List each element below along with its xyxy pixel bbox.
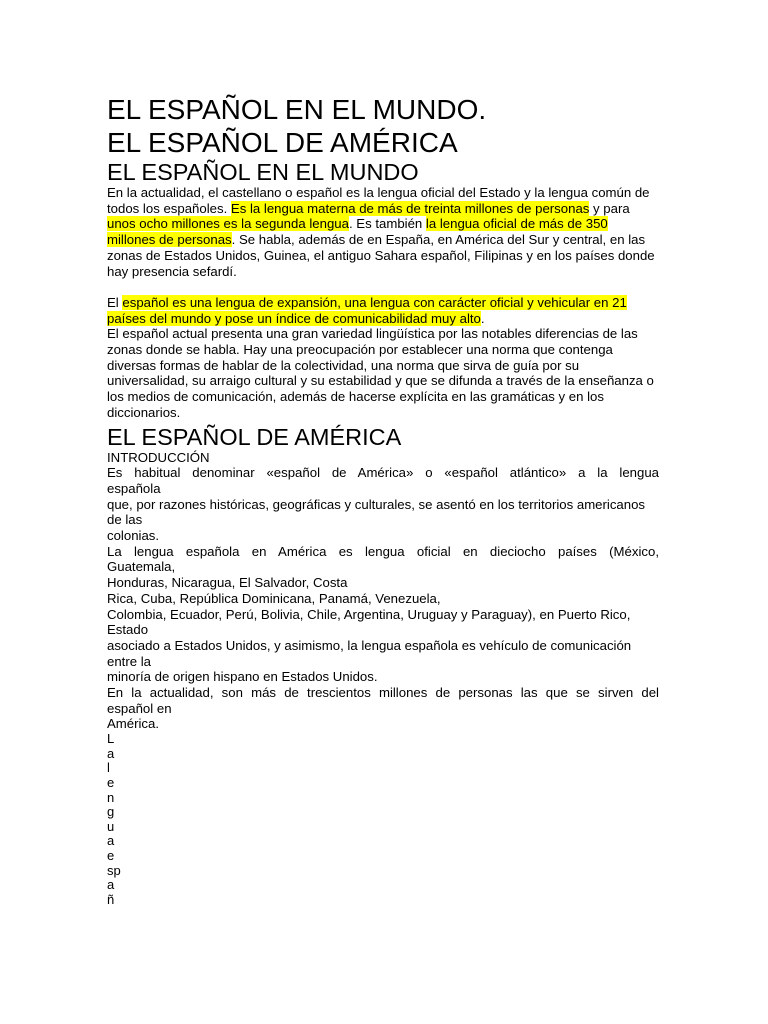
letter-line: ñ <box>107 891 115 907</box>
letter-line: g <box>107 804 115 820</box>
text-line: colonias. <box>107 528 160 544</box>
text-line: que, por razones históricas, geográficas y culturales, se asentó en los territorios americanos <box>107 496 646 512</box>
text-line: Honduras, Nicaragua, El Salvador, Costa <box>107 575 348 591</box>
highlighted-text: español es una lengua de expansión, una lengua con carácter oficial y vehicular en 21 países del mundo y pose un índice de comunicabilidad muy alto <box>107 294 627 326</box>
text-line: española <box>107 480 161 496</box>
highlighted-text: unos ocho millones es la segunda lengua <box>107 216 349 232</box>
text-line: asociado a Estados Unidos, y asimismo, la lengua española es vehículo de comunicación <box>107 637 632 653</box>
letter-line: e <box>107 847 115 863</box>
letter-line: a <box>107 745 115 761</box>
text-line: Rica, Cuba, República Dominicana, Panamá, Venezuela, <box>107 590 441 606</box>
text-line: entre la <box>107 653 151 669</box>
text-run: . Se habla, además de en España, en América del Sur y central, en las zonas de Estados Unidos, Guinea, el antiguo Sahara español, Filipinas y en los países donde hay presencia sefardí. <box>107 232 655 279</box>
text-line: La lengua española en América es lengua oficial en dieciocho países (México, <box>107 543 659 559</box>
letter-line: L <box>107 731 115 747</box>
document-title-line-1: EL ESPAÑOL EN EL MUNDO. <box>107 94 487 125</box>
text-line: América. <box>107 716 160 732</box>
america-text-block <box>107 450 659 733</box>
text-run: En la actualidad, el castellano o español es la lengua oficial del Estado y la lengua común de todos los españoles. <box>107 185 650 216</box>
letter-line: sp <box>107 862 121 878</box>
section-heading-mundo: EL ESPAÑOL EN EL MUNDO <box>107 159 419 185</box>
section-heading-america: EL ESPAÑOL DE AMÉRICA <box>107 423 402 450</box>
letter-line: u <box>107 818 115 834</box>
text-run: . <box>480 310 485 326</box>
letter-line: e <box>107 774 115 790</box>
text-run: . Es también <box>348 216 426 232</box>
document-title-line-2: EL ESPAÑOL DE AMÉRICA <box>107 127 458 158</box>
paragraph-lengua-oficial <box>107 185 659 279</box>
highlighted-text: Es la lengua materna de más de treinta millones de personas <box>230 200 590 216</box>
letter-line: l <box>107 760 110 776</box>
text-line: INTRODUCCIÓN <box>107 449 210 465</box>
vertical-letters-block <box>107 732 659 907</box>
highlighted-text: la lengua oficial de más de 350 millones de personas <box>107 216 608 248</box>
text-line: español en <box>107 700 172 716</box>
text-run: El <box>107 294 123 310</box>
text-line: Estado <box>107 622 149 638</box>
letter-line: a <box>107 833 115 849</box>
text-line: minoría de origen hispano en Estados Unidos. <box>107 669 378 685</box>
paragraph-gap <box>107 279 659 295</box>
text-line: Es habitual denominar «español de América» o «español atlántico» a la lengua <box>107 465 659 481</box>
text-line: de las <box>107 512 143 528</box>
paragraph-variedad: El español actual presenta una gran variedad lingüística por las notables diferencias de las zonas donde se habla. Hay una preocupación por establecer una norma que contenga diversas formas de hablar de la colectividad, una norma que sirva de guía por su universalidad, su arraigo cultural y su estabilidad y que se difunda a través de la enseñanza o los medios de comunicación, además de hacerse explícita en las gramáticas y en los diccionarios. <box>107 326 654 420</box>
text-run: y para <box>589 200 630 216</box>
text-line: Colombia, Ecuador, Perú, Bolivia, Chile, Argentina, Uruguay y Paraguay), en Puerto Rico, <box>107 606 631 622</box>
letter-line: n <box>107 789 115 805</box>
paragraph-expansion <box>107 295 659 326</box>
text-line: Guatemala, <box>107 559 176 575</box>
text-line: En la actualidad, son más de trescientos millones de personas las que se sirven del <box>107 685 659 701</box>
document-body <box>107 93 659 907</box>
letter-line: a <box>107 877 115 893</box>
